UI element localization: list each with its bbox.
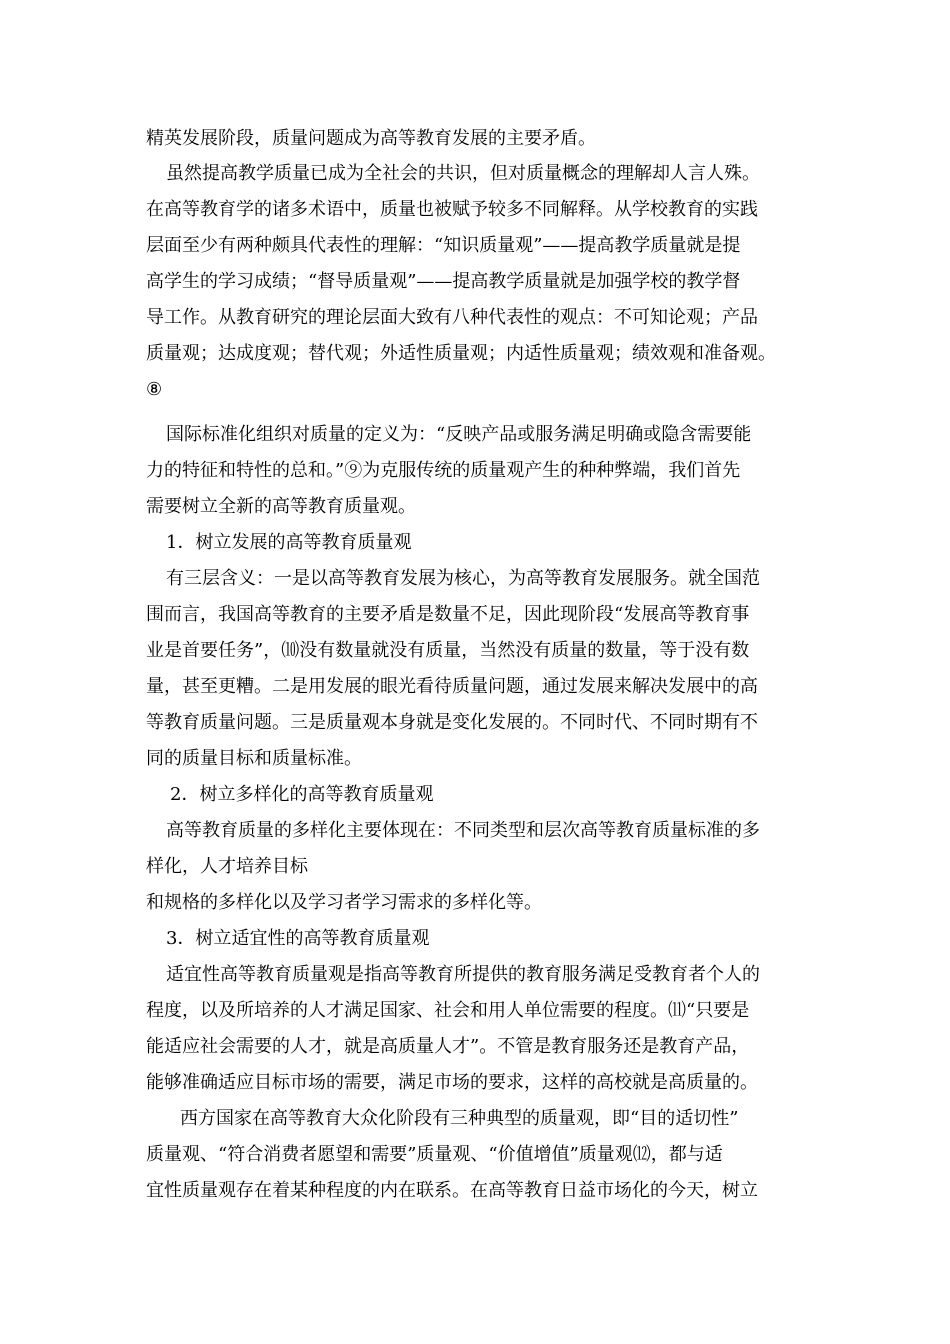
text-line: 需要树立全新的高等教育质量观。 xyxy=(146,496,416,517)
text-line: 质量观；达成度观；替代观；外适性质量观；内适性质量观；绩效观和准备观。 xyxy=(146,343,776,364)
text-line: 高学生的学习成绩；“督导质量观”——提高教学质量就是加强学校的教学督 xyxy=(146,271,741,292)
text-line: 有三层含义：一是以高等教育发展为核心，为高等教育发展服务。就全国范 xyxy=(166,568,760,589)
text-line: 业是首要任务”，⑽没有数量就没有质量，当然没有质量的数量，等于没有数 xyxy=(146,640,750,661)
text-line: 适宜性高等教育质量观是指高等教育所提供的教育服务满足受教育者个人的 xyxy=(166,964,760,985)
text-line: 力的特征和特性的总和。”⑨为克服传统的质量观产生的种种弊端，我们首先 xyxy=(146,460,741,481)
text-line: 能够准确适应目标市场的需要，满足市场的要求，这样的高校就是高质量的。 xyxy=(146,1072,758,1093)
section-heading: 2．树立多样化的高等教育质量观 xyxy=(170,784,434,805)
text-line: 质量观、“符合消费者愿望和需要”质量观、“价值增值”质量观⑿，都与适 xyxy=(146,1144,723,1165)
text-line: 同的质量目标和质量标准。 xyxy=(146,748,362,769)
text-line: 围而言，我国高等教育的主要矛盾是数量不足，因此现阶段“发展高等教育事 xyxy=(146,604,750,625)
text-line: 程度，以及所培养的人才满足国家、社会和用人单位需要的程度。⑾“只要是 xyxy=(146,1000,750,1021)
text-line: 国际标准化组织对质量的定义为：“反映产品或服务满足明确或隐含需要能 xyxy=(166,424,752,445)
text-line: 精英发展阶段，质量问题成为高等教育发展的主要矛盾。 xyxy=(146,128,596,149)
text-line: 宜性质量观存在着某种程度的内在联系。在高等教育日益市场化的今天，树立 xyxy=(146,1180,758,1201)
text-line: 西方国家在高等教育大众化阶段有三种典型的质量观，即“目的适切性” xyxy=(180,1108,739,1129)
text-line: 高等教育质量的多样化主要体现在：不同类型和层次高等教育质量标准的多 xyxy=(166,820,760,841)
text-line: 能适应社会需要的人才，就是高质量人才”。不管是教育服务还是教育产品， xyxy=(146,1036,750,1057)
text-line: 量，甚至更糟。二是用发展的眼光看待质量问题，通过发展来解决发展中的高 xyxy=(146,676,758,697)
text-line: 导工作。从教育研究的理论层面大致有八种代表性的观点：不可知论观；产品 xyxy=(146,307,758,328)
footnote-marker: ⑧ xyxy=(146,379,163,400)
text-line: 等教育质量问题。三是质量观本身就是变化发展的。不同时代、不同时期有不 xyxy=(146,712,758,733)
text-line: 样化，人才培养目标 xyxy=(146,856,308,877)
text-line: 层面至少有两种颇具代表性的理解：“知识质量观”——提高教学质量就是提 xyxy=(146,235,741,256)
section-heading: 3．树立适宜性的高等教育质量观 xyxy=(166,928,430,949)
text-line: 和规格的多样化以及学习者学习需求的多样化等。 xyxy=(146,892,542,913)
text-line: 在高等教育学的诸多术语中，质量也被赋予较多不同解释。从学校教育的实践 xyxy=(146,199,758,220)
section-heading: 1．树立发展的高等教育质量观 xyxy=(166,532,412,553)
text-line: 虽然提高教学质量已成为全社会的共识，但对质量概念的理解却人言人殊。 xyxy=(166,163,760,184)
